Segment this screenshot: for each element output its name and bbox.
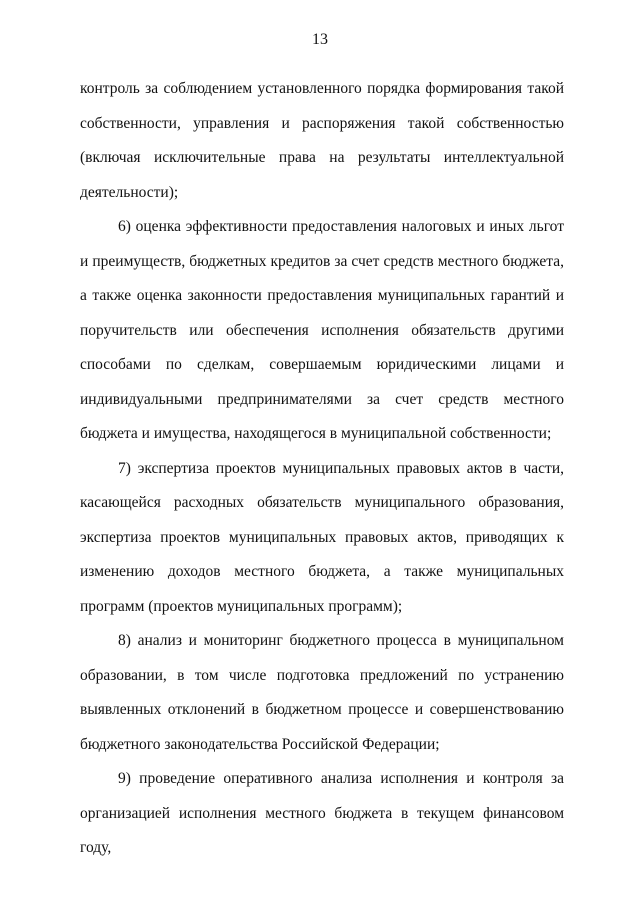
page-number: 13 xyxy=(312,31,328,48)
paragraph-item-8: 8) анализ и мониторинг бюджетного процесса в муниципальном образовании, в том числе подготовка предложений по устранению выявленных отклонений в бюджетном процессе и совершенствованию бюджетного законодательства Российской Федерации; xyxy=(80,632,564,753)
document-body xyxy=(80,72,564,866)
paragraph-item-9: 9) проведение оперативного анализа исполнения и контроля за организацией исполнения местного бюджета в текущем финансовом году, xyxy=(80,770,564,856)
paragraph-item-7: 7) экспертиза проектов муниципальных правовых актов в части, касающейся расходных обязательств муниципального образования, экспертиза проектов муниципальных правовых актов, приводящих к изменению доходов местного бюджета, а также муниципальных программ (проектов муниципальных программ); xyxy=(80,459,564,615)
paragraph-continuation: контроль за соблюдением установленного порядка формирования такой собственности, управления и распоряжения такой собственностью (включая исключительные права на результаты интеллектуальной деятельности); xyxy=(80,80,564,201)
paragraph-item-6: 6) оценка эффективности предоставления налоговых и иных льгот и преимуществ, бюджетных кредитов за счет средств местного бюджета, а также оценка законности предоставления муниципальных гарантий и поручительств или обеспечения исполнения обязательств другими способами по сделкам, совершаемым юридическими лицами и индивидуальными предпринимателями за счет средств местного бюджета и имущества, находящегося в муниципальной собственности; xyxy=(80,218,564,442)
